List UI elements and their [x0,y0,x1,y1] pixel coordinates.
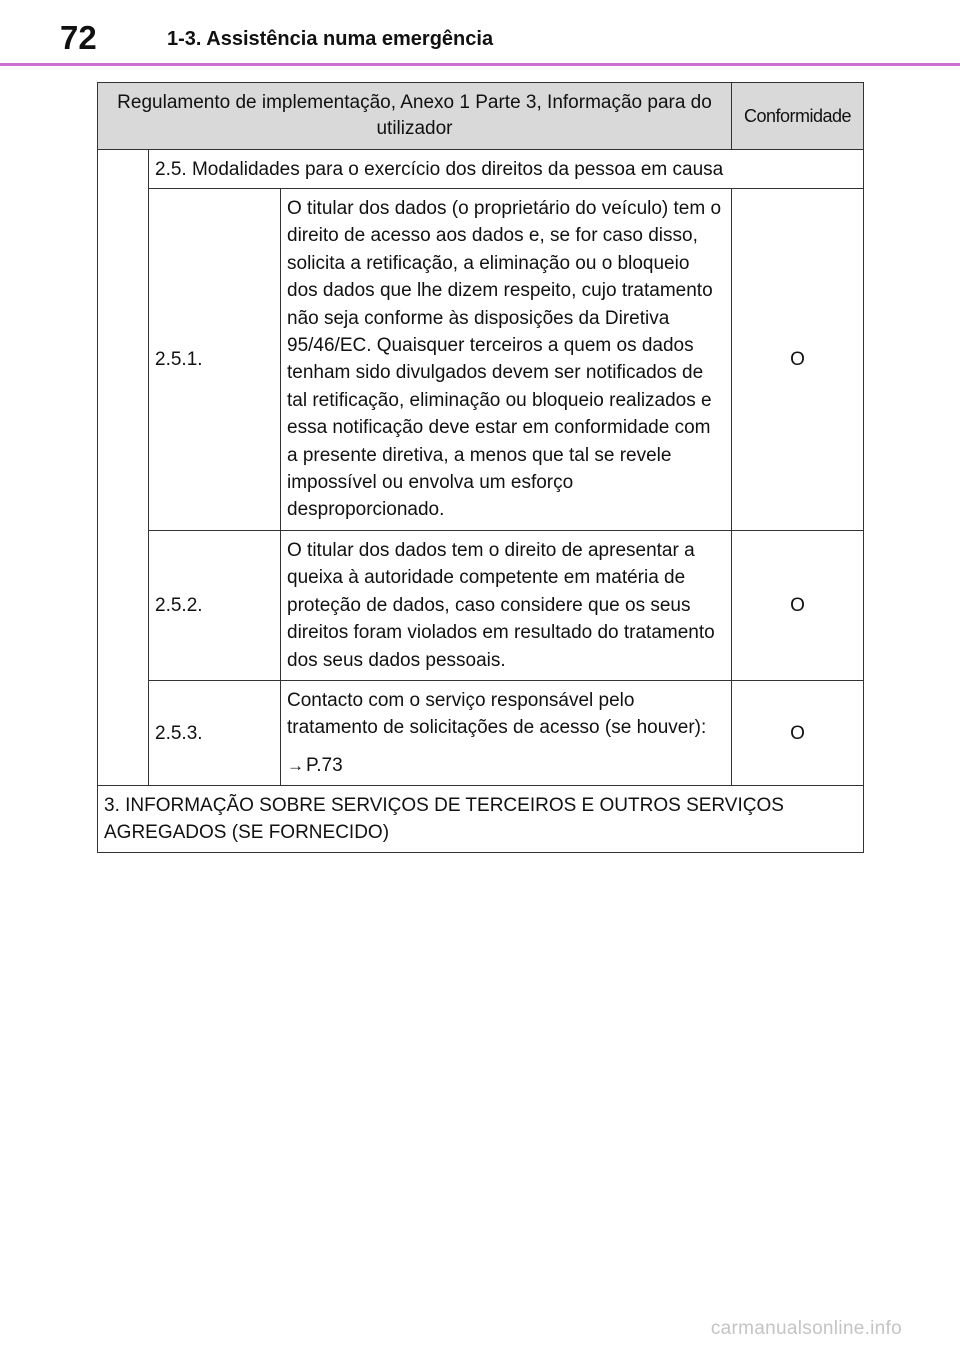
row-number: 2.5.3. [149,680,281,785]
table-row [98,189,864,531]
conformity-mark: O [732,530,864,680]
section-title: 1-3. Assistência numa emergência [167,28,494,50]
conformity-mark: O [732,680,864,785]
row-number: 2.5.1. [149,189,281,531]
table-row [98,530,864,680]
row-text: O titular dos dados (o proprietário do veículo) tem o direito de acesso aos dados e, se for caso disso, solicita a retificação, a eliminação ou o bloqueio dos dados que lhe dizem respeito, cujo tratamento não seja conforme às disposições da Diretiva 95/46/EC. Quaisquer terceiros a quem os dados tenham sido divulgados devem ser notificados de tal retificação, eliminação ou bloqueio realizados e essa notificação deve estar em conformidade com a presente diretiva, a menos que tal se revele impossível ou envolva um esforço desproporcionado. [281,189,732,531]
regulation-table [97,82,864,853]
row-text-container [281,680,732,785]
indent-spacer-cell [98,150,149,786]
page-reference-text: P.73 [306,754,343,776]
conformity-mark: O [732,189,864,531]
watermark: carmanualsonline.info [710,1318,902,1339]
page-reference-link[interactable] [287,752,725,779]
arrow-right-icon: → [287,755,304,775]
conformity-column-header: Conformidade [732,83,864,150]
table-header-row [98,83,864,150]
subsection-title: 2.5. Modalidades para o exercício dos direitos da pessoa em causa [149,150,864,189]
row-text: O titular dos dados tem o direito de apresentar a queixa à autoridade competente em matéria de proteção de dados, caso considere que os seus direitos foram violados em resultado do tratamento dos seus dados pessoais. [281,530,732,680]
footer-row [98,786,864,853]
regulation-column-header: Regulamento de implementação, Anexo 1 Parte 3, Informação para do utilizador [98,83,732,150]
header-divider [0,63,960,66]
row-number: 2.5.2. [149,530,281,680]
subsection-row [98,150,864,189]
page-header [0,0,960,66]
page-number: 72 [60,19,97,56]
table-row [98,680,864,785]
section-3-heading: 3. INFORMAÇÃO SOBRE SERVIÇOS DE TERCEIROS E OUTROS SERVIÇOS AGREGADOS (SE FORNECIDO) [98,786,864,853]
row-text: Contacto com o serviço responsável pelo tratamento de solicitações de acesso (se houver): [287,689,707,739]
